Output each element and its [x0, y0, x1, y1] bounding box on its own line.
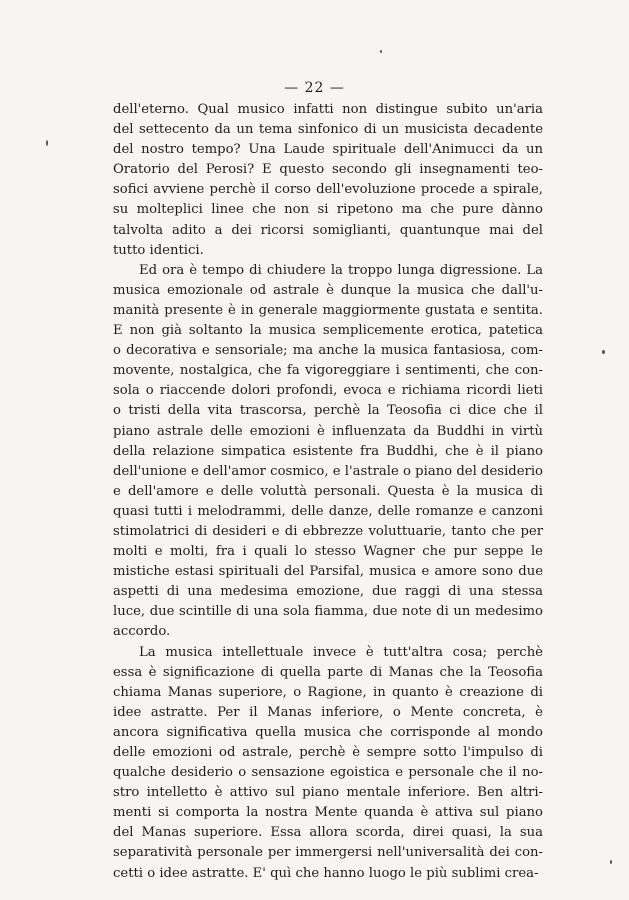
text-line: tutto identici. [113, 242, 204, 258]
text-line: Oratorio del Perosi? E questo secondo gli insegnamenti teo- [113, 162, 543, 178]
paragraph [113, 100, 543, 261]
text-line: sofici avviene perchè il corso dell'evoluzione procede a spirale, [113, 182, 543, 198]
scan-speck [602, 350, 605, 354]
text-line: mistiche estasi spirituali del Parsifal, musica e amore sono due [113, 564, 543, 580]
text-line: idee astratte. Per il Manas inferiore, o Mente concreta, è [113, 704, 543, 720]
text-line: dell'unione e dell'amor cosmico, e l'astrale o piano del desiderio [113, 463, 543, 479]
text-line: cetti o idee astratte. E' quì che hanno luogo le più sublimi crea- [113, 865, 539, 881]
text-line: del settecento da un tema sinfonico di un musicista decadente [113, 122, 543, 138]
text-line: della relazione simpatica esistente fra Buddhi, che è il piano [113, 443, 543, 459]
text-line: del nostro tempo? Una Laude spirituale dell'Animucci da un [113, 142, 543, 158]
text-line: luce, due scintille di una sola fiamma, due note di un medesimo [113, 604, 543, 620]
paragraph [113, 643, 543, 884]
text-line: musica emozionale od astrale è dunque la musica che dall'u- [113, 282, 543, 298]
body-text [113, 100, 543, 884]
text-line: La musica intellettuale invece è tutt'altra cosa; perchè [139, 644, 543, 660]
text-line: quasi tutti i melodrammi, delle danze, delle romanze e canzoni [113, 503, 543, 519]
scan-speck [46, 140, 48, 146]
text-line: e dell'amore e delle voluttà personali. Questa è la musica di [113, 483, 543, 499]
text-line: ancora significativa quella musica che corrisponde al mondo [113, 724, 543, 740]
text-line: chiama Manas superiore, o Ragione, in quanto è creazione di [113, 684, 543, 700]
text-line: talvolta adito a dei ricorsi somiglianti, quantunque mai del [113, 222, 543, 238]
page-number: — 22 — [284, 80, 345, 96]
text-line: accordo. [113, 624, 171, 640]
text-line: sola o riaccende dolori profondi, evoca e richiama ricordi lieti [113, 383, 543, 399]
paragraph [113, 261, 543, 643]
text-line: stimolatrici di desideri e di ebbrezze voluttuarie, tanto che per [113, 523, 543, 539]
text-line: separatività personale per immergersi nell'universalità dei con- [113, 845, 543, 861]
text-line: Ed ora è tempo di chiudere la troppo lunga digressione. La [139, 262, 543, 278]
text-line: o decorativa e sensoriale; ma anche la musica fantasiosa, com- [113, 343, 543, 359]
text-line: qualche desiderio o sensazione egoistica e personale che il no- [113, 765, 543, 781]
scan-speck [380, 50, 382, 53]
text-line: dell'eterno. Qual musico infatti non distingue subito un'aria [113, 102, 543, 117]
text-line: manità presente è in generale maggiormente gustata e sentita. [113, 302, 543, 318]
text-line: del Manas superiore. Essa allora scorda, direi quasi, la sua [113, 825, 543, 841]
text-line: su molteplici linee che non si ripetono ma che pure dànno [113, 202, 543, 218]
text-line: essa è significazione di quella parte di Manas che la Teosofia [113, 664, 543, 680]
text-line: menti si comporta la nostra Mente quanda è attiva sul piano [113, 805, 543, 821]
text-line: stro intelletto è attivo sul piano mentale inferiore. Ben altri- [113, 785, 543, 801]
text-line: piano astrale delle emozioni è influenzata da Buddhi in virtù [113, 423, 543, 439]
text-line: aspetti di una medesima emozione, due raggi di una stessa [113, 584, 543, 600]
text-line: delle emozioni od astrale, perchè è sempre sotto l'impulso di [113, 745, 543, 760]
text-line: movente, nostalgica, che fa vigoreggiare i sentimenti, che con- [113, 363, 543, 379]
scan-speck [610, 860, 612, 864]
text-line: E non già soltanto la musica semplicemente erotica, patetica [113, 323, 543, 339]
text-line: o tristi della vita trascorsa, perchè la Teosofia ci dice che il [113, 403, 543, 419]
text-line: molti e molti, fra i quali lo stesso Wagner che pur seppe le [113, 544, 543, 560]
